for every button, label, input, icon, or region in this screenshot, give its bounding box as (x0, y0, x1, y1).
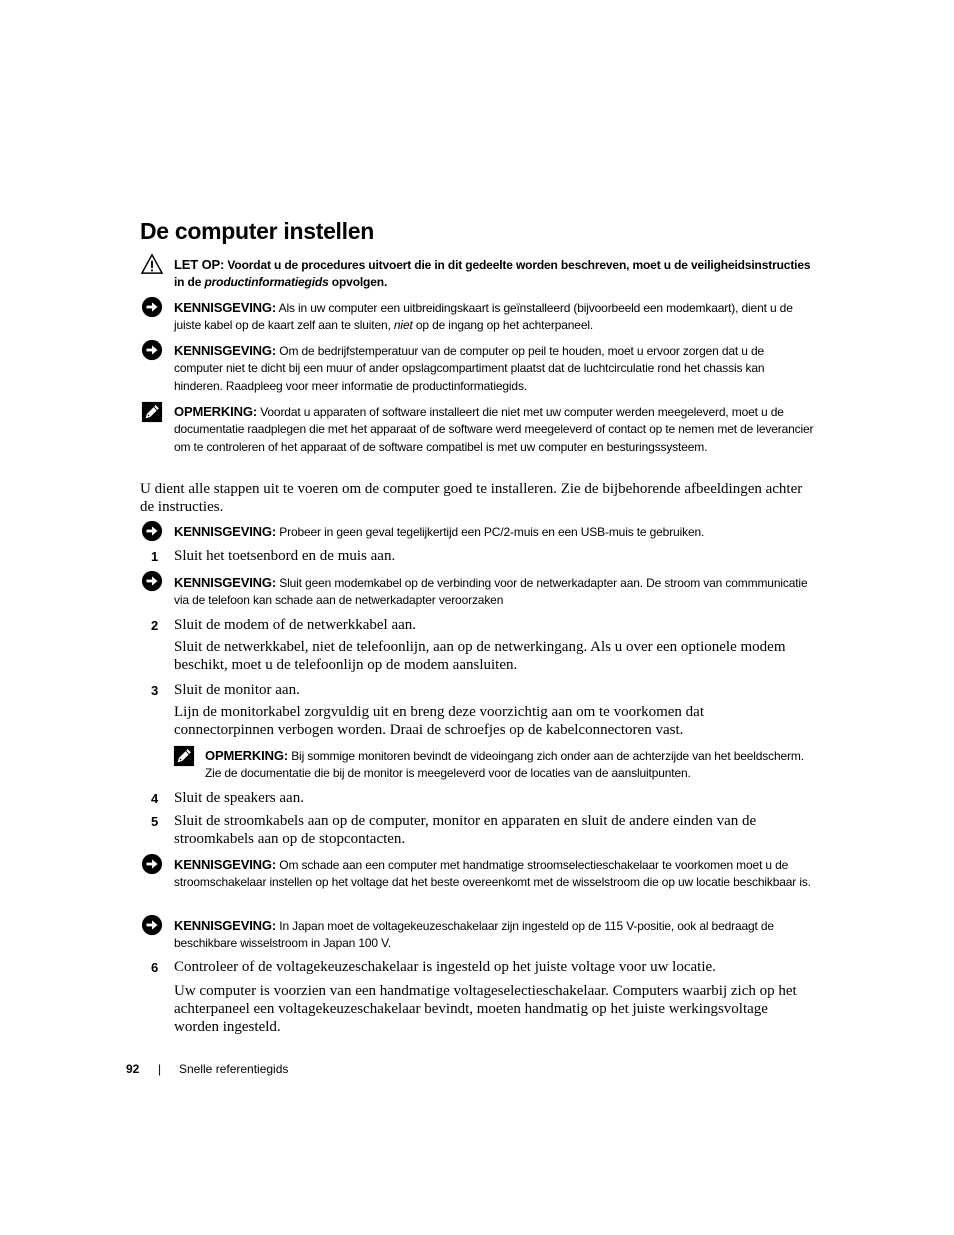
step-detail: Lijn de monitorkabel zorgvuldig uit en breng deze voorzichtig aan om te voorkomen dat connectorpinnen verbogen worden. Draai de schroefjes op de kabelconnectoren vast. (174, 704, 704, 738)
step-detail: Uw computer is voorzien van een handmatige voltageselectieschakelaar. Computers waarbij zich op het achterpaneel een voltagekeuzeschakelaar bevindt, moeten handmatig op het juiste werkingsvoltage worden ingesteld. (174, 983, 797, 1035)
step-number: 3 (151, 683, 159, 698)
notice-label: KENNISGEVING: (174, 575, 277, 590)
note-block-1 (174, 403, 816, 456)
notice-block-6 (174, 917, 816, 953)
notice-icon (141, 853, 163, 875)
step-text: Sluit de speakers aan. (174, 790, 304, 806)
step-number: 4 (151, 791, 159, 806)
note-label: OPMERKING: (205, 748, 289, 763)
step-number: 1 (151, 549, 159, 564)
notice-label: KENNISGEVING: (174, 343, 277, 358)
step-number: 6 (151, 960, 159, 975)
notice-icon (141, 520, 163, 542)
step-text: Controleer of de voltagekeuzeschakelaar is ingesteld op het juiste voltage voor uw locatie. (174, 959, 716, 975)
pencil-note-icon (141, 401, 163, 423)
intro-paragraph: U dient alle stappen uit te voeren om de computer goed te installeren. Zie de bijbehorende afbeeldingen achter de instructies. (140, 481, 803, 515)
notice-text-5: Om schade aan een computer met handmatige stroomselectieschakelaar te voorkomen moet u de stroomschakelaar instellen op het voltage dat het beste overeenkomt met de wisselstroom die op uw locatie beschikbaar is. (174, 858, 811, 890)
notice-label: KENNISGEVING: (174, 524, 277, 539)
page-number: 92 (126, 1062, 140, 1076)
notice-icon (141, 296, 163, 318)
step-text: Sluit de monitor aan. (174, 682, 300, 698)
notice-block-4 (174, 574, 816, 610)
notice-text-1a: Als in uw computer een uitbreidingskaart is geïnstalleerd (bijvoorbeeld een modemkaart), dient u de juiste kabel op de kaart zelf aan te sluiten, (174, 301, 793, 333)
notice-icon (141, 914, 163, 936)
notice-block-3 (174, 523, 816, 541)
caution-italic: productinformatiegids (204, 275, 329, 290)
note-text-1: Voordat u apparaten of software installeert die niet met uw computer werden meegeleverd, moet u de documentatie raadplegen die met het apparaat of de software werd meegeleverd of contact op te nemen met de leverancier om te controleren of het apparaat of de software compatibel is met uw computer en besturingssysteem. (174, 405, 814, 454)
caution-text-1: Voordat u de procedures uitvoert die in dit gedeelte worden beschreven, moet u de veiligheidsinstructies in de (174, 258, 811, 290)
note-text-2: Bij sommige monitoren bevindt de videoingang zich onder aan de achterzijde van het beeldscherm. Zie de documentatie die bij de monitor is meegeleverd voor de locaties van de aansluitpunten. (205, 749, 804, 781)
notice-text-6: In Japan moet de voltagekeuzeschakelaar zijn ingesteld op de 115 V-positie, ook al bedraagt de beschikbare wisselstroom in Japan 100 V. (174, 919, 774, 951)
step-text: Sluit het toetsenbord en de muis aan. (174, 548, 396, 564)
caution-block (174, 256, 814, 292)
footer-section-title: Snelle referentiegids (179, 1062, 289, 1076)
notice-italic: niet (393, 318, 413, 333)
notice-label: KENNISGEVING: (174, 918, 277, 933)
notice-block-2 (174, 342, 814, 395)
note-block-2 (205, 747, 817, 783)
pencil-note-icon (173, 745, 195, 767)
step-number: 2 (151, 618, 159, 633)
step-number: 5 (151, 814, 159, 829)
notice-text-1b: op de ingang op het achterpaneel. (412, 318, 594, 333)
step-detail: Sluit de netwerkkabel, niet de telefoonlijn, aan op de netwerkingang. Als u over een optionele modem beschikt, moet u de telefoonlijn op de modem aansluiten. (174, 639, 786, 673)
notice-block-1 (174, 299, 816, 335)
notice-block-5 (174, 856, 816, 892)
notice-label: KENNISGEVING: (174, 857, 277, 872)
notice-label: KENNISGEVING: (174, 300, 277, 315)
caution-text-2: opvolgen. (328, 275, 388, 290)
page-title: De computer instellen (140, 218, 374, 244)
step-text: Sluit de stroomkabels aan op de computer, monitor en apparaten en sluit de andere einden van de stroomkabels aan op de stopcontacten. (174, 813, 757, 847)
notice-text-4: Sluit geen modemkabel op de verbinding voor de netwerkadapter aan. De stroom van commmunicatie via de telefoon kan schade aan de netwerkadapter veroorzaken (174, 576, 808, 608)
notice-text-3: Probeer in geen geval tegelijkertijd een PC/2-muis en een USB-muis te gebruiken. (279, 525, 705, 539)
note-label: OPMERKING: (174, 404, 258, 419)
notice-icon (141, 339, 163, 361)
footer-separator: | (158, 1062, 162, 1076)
step-text: Sluit de modem of de netwerkkabel aan. (174, 617, 417, 633)
warning-icon (141, 253, 163, 275)
caution-label: LET OP: (174, 257, 225, 272)
notice-icon (141, 570, 163, 592)
notice-text-2: Om de bedrijfstemperatuur van de computer op peil te houden, moet u ervoor zorgen dat u de computer niet te dicht bij een muur of ander opslagcompartiment plaatst dat de luchtcirculatie rond het chassis kan hinderen. Raadpleeg voor meer informatie de productinformatiegids. (174, 344, 765, 393)
